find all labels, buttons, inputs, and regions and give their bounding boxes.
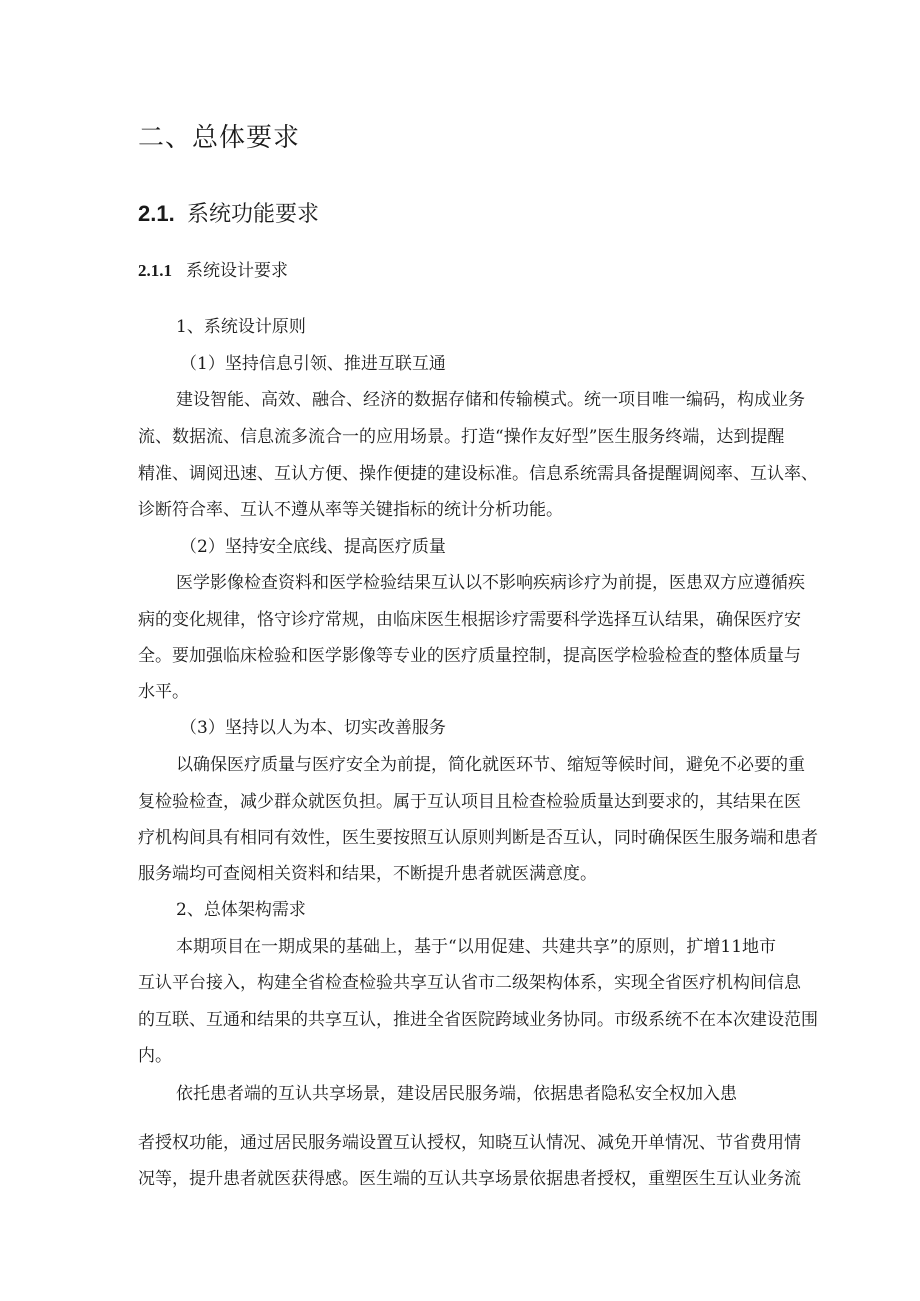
subsection-title: 系统功能要求 xyxy=(187,202,320,227)
item-heading-1: （1）坚持信息引领、推进互联互通 xyxy=(180,354,446,374)
sub-heading-architecture: 2、总体架构需求 xyxy=(176,900,306,920)
paragraph-3-line: 以确保医疗质量与医疗安全为前提，简化就医环节、缩短等候时间，避免不必要的重 xyxy=(176,755,805,775)
paragraph-2-line: 病的变化规律，恪守诊疗常规，由临床医生根据诊疗需要科学选择互认结果，确保医疗安 xyxy=(138,610,801,630)
paragraph-5-line: 依托患者端的互认共享场景，建设居民服务端，依据患者隐私安全权加入患 xyxy=(176,1084,737,1104)
subsection-heading xyxy=(138,196,319,233)
section-heading: 二、总体要求 xyxy=(138,123,301,153)
paragraph-4-line: 的互联、互通和结果的共享互认，推进全省医院跨域业务协同。市级系统不在本次建设范围 xyxy=(138,1010,818,1030)
paragraph-5-line: 况等，提升患者就医获得感。医生端的互认共享场景依据患者授权，重塑医生互认业务流 xyxy=(138,1169,801,1189)
paragraph-5-line: 者授权功能，通过居民服务端设置互认授权，知晓互认情况、减免开单情况、节省费用情 xyxy=(138,1133,801,1153)
paragraph-4-line: 内。 xyxy=(138,1046,172,1066)
paragraph-3-line: 疗机构间具有相同有效性，医生要按照互认原则判断是否互认，同时确保医生服务端和患者 xyxy=(138,828,818,848)
paragraph-1-line: 建设智能、高效、融合、经济的数据存储和传输模式。统一项目唯一编码，构成业务 xyxy=(176,390,805,410)
paragraph-2-line: 水平。 xyxy=(138,682,189,702)
paragraph-4-line: 互认平台接入，构建全省检查检验共享互认省市二级架构体系，实现全省医疗机构间信息 xyxy=(138,973,801,993)
paragraph-4-line: 本期项目在一期成果的基础上，基于“以用促建、共建共享”的原则，扩增11地市 xyxy=(176,937,777,957)
subsubsection-title: 系统设计要求 xyxy=(186,261,288,281)
paragraph-3-line: 服务端均可查阅相关资料和结果，不断提升患者就医满意度。 xyxy=(138,864,597,884)
item-heading-3: （3）坚持以人为本、切实改善服务 xyxy=(180,718,446,738)
paragraph-3-line: 复检验检查，减少群众就医负担。属于互认项目且检查检验质量达到要求的，其结果在医 xyxy=(138,792,801,812)
paragraph-2-line: 全。要加强临床检验和医学影像等专业的医疗质量控制，提高医学检验检查的整体质量与 xyxy=(138,646,801,666)
subsubsection-heading xyxy=(138,256,288,286)
item-heading-2: （2）坚持安全底线、提高医疗质量 xyxy=(180,537,446,557)
paragraph-1-line: 精准、调阅迅速、互认方便、操作便捷的建设标准。信息系统需具备提醒调阅率、互认率、 xyxy=(138,464,818,484)
paragraph-1-line: 流、数据流、信息流多流合一的应用场景。打造“操作友好型”医生服务终端，达到提醒 xyxy=(138,427,785,447)
subsubsection-number: 2.1.1 xyxy=(138,261,172,280)
sub-heading-design-principles: 1、系统设计原则 xyxy=(176,317,306,337)
paragraph-2-line: 医学影像检查资料和医学检验结果互认以不影响疾病诊疗为前提，医患双方应遵循疾 xyxy=(176,573,805,593)
subsection-number: 2.1. xyxy=(138,201,175,226)
paragraph-1-line: 诊断符合率、互认不遵从率等关键指标的统计分析功能。 xyxy=(138,500,563,520)
